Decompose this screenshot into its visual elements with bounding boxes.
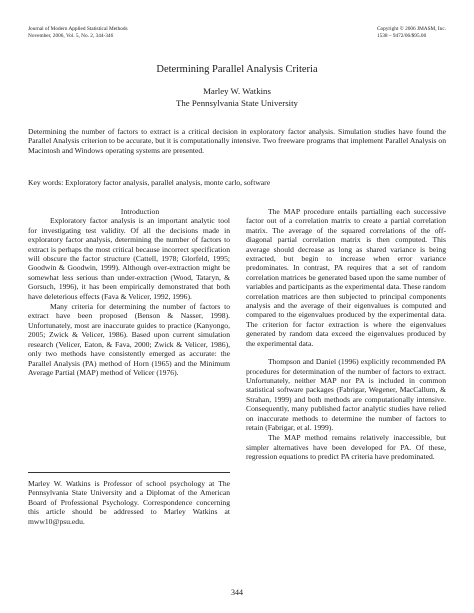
page-number: 344 — [231, 588, 243, 597]
keywords: Key words: Exploratory factor analysis, parallel analysis, monte carlo, software — [28, 178, 271, 187]
right-column — [246, 207, 446, 462]
author-name: Marley W. Watkins — [203, 86, 271, 96]
body-paragraph-map: The MAP procedure entails partialling each successive factor out of a correlation matrix to create a partial correlation matrix. The average of the squared correlations of the off-diagonal partial correlation matrix is then computed. This average should decrease as long as shared variance is being extracted, but begin to increase when error variance predominates. In contrast, PA requires that a set of random correlation matrices be generated based upon the same number of variables and participants as the experimental data. These random correlation matrices are then subjected to principal components analysis and the average of their eigenvalues is computed and compared to the eigenvalues produced by the experimental data. The criterion for factor extraction is where the eigenvalues generated by random data exceed the eigenvalues produced by the experimental data. — [246, 207, 446, 348]
intro-paragraph-2: Many criteria for determining the number of factors to extract have been proposed (Benson & Nasser, 1998). Unfortunately, most are inaccurate guides to practice (Kanyongo, 2005; Zwick & Velicer, 1986). Based upon current simulation research (Velicer, Eaton, & Fava, 2000; Zwick & Velicer, 1986), only two methods have consistently emerged as accurate: the Parallel Analysis (PA) method of Horn (1965) and the Minimum Average Partial (MAP) method of Velicer (1976). — [28, 302, 230, 377]
journal-name: Journal of Modern Applied Statistical Methods — [28, 26, 128, 32]
body-paragraph-alternatives: The MAP method remains relatively inaccessible, but simpler alternatives have been developed for PA. Of these, regression equations to predict PA criteria have predominated. — [246, 433, 446, 462]
footnote-text: Marley W. Watkins is Professor of school psychology at The Pennsylvania State University and a Diplomat of the American Board of Professional Psychology. Correspondence concerning this article should be addressed to Marley Watkins at mww10@psu.edu. — [28, 479, 230, 526]
left-column — [28, 207, 230, 377]
abstract: Determining the number of factors to extract is a critical decision in exploratory factor analysis. Simulation studies have found the Parallel Analysis criterion to be accurate, but it is computationally intensive. Two freeware programs that implement Parallel Analysis on Macintosh and Windows operating systems are presented. — [28, 127, 446, 155]
body-paragraph-thompson: Thompson and Daniel (1996) explicitly recommended PA procedures for determination of the number of factors to extract. Unfortunately, neither MAP nor PA is included in common statistical software packages (Fabrigar, Wegener, MacCallum, & Strahan, 1999) and both methods are computationally intensive. Consequently, many published factor analytic studies have relied on inaccurate methods to determine the number of factors to retain (Fabrigar, et al. 1999). — [246, 357, 446, 432]
article-title: Determining Parallel Analysis Criteria — [156, 64, 318, 75]
footnote-rule — [28, 472, 230, 473]
section-heading-introduction: Introduction — [120, 207, 160, 216]
issue-info: November, 2006, Vol. 5, No. 2, 344-346 — [28, 33, 114, 39]
intro-paragraph-1: Exploratory factor analysis is an important analytic tool for investigating test validity. Of all the decisions made in exploratory factor analysis, determining the number of factors to extract is perhaps the most critical because incorrect specification will obscure the factor structure (Cattell, 1978; Glorfeld, 1995; Goodwin & Goodwin, 1999). Although over-extraction might be somewhat less serious than under-extraction (Wood, Tataryn, & Gorsuch, 1996), it has been empirically demonstrated that both have deleterious effects (Fava & Velicer, 1992, 1996). — [28, 216, 230, 301]
author-affiliation: The Pennsylvania State University — [176, 98, 298, 108]
running-header-left — [28, 26, 128, 40]
issn-line: 1538 – 9472/06/$95.00 — [376, 33, 427, 39]
author-footnote — [28, 479, 230, 526]
running-header-right — [377, 26, 446, 40]
copyright-line: Copyright © 2006 JMASM, Inc. — [376, 26, 446, 32]
